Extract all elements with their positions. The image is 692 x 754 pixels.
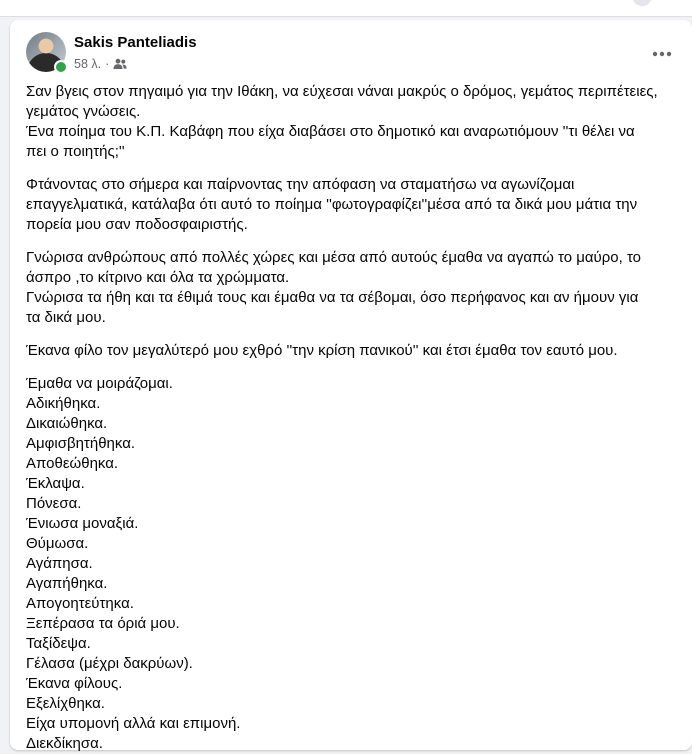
text-line: άσπρο ,το κίτρινο και όλα τα χρώμματα. — [26, 269, 290, 286]
paragraph — [26, 175, 676, 235]
post-meta — [74, 56, 127, 72]
list-item: Δικαιώθηκα. — [26, 415, 108, 432]
list-item: Έκλαψα. — [26, 475, 85, 492]
list-item: Αγάπησα. — [26, 555, 93, 572]
text-line: Φτάνοντας στο σήμερα και παίρνοντας την απόφαση να σταματήσω να αγωνίζομαι — [26, 176, 575, 193]
previous-post-edge — [0, 0, 692, 17]
paragraph — [26, 248, 676, 328]
previous-post-button-edge — [632, 0, 652, 6]
text-line: πορεία μου σαν ποδοσφαιριστής. — [26, 216, 248, 233]
meta-separator: · — [105, 57, 110, 71]
text-line: γεμάτος γνώσεις. — [26, 103, 141, 120]
post-time[interactable]: 58 λ. — [74, 57, 102, 71]
list-item: Είχα υπομονή αλλά και επιμονή. — [26, 715, 241, 732]
list-item: Εξελίχθηκα. — [26, 695, 105, 712]
text-line: Σαν βγεις στον πηγαιμό για την Ιθάκη, να εύχεσαι νάναι μακρύς ο δρόμος, γεμάτος περιπέτειες, — [26, 83, 658, 100]
author-name[interactable]: Sakis Panteliadis — [74, 34, 197, 51]
text-line: Ένα ποίημα του Κ.Π. Καβάφη που είχα διαβάσει στο δημοτικό και αναρωτιόμουν ''τι θέλει να — [26, 123, 635, 140]
text-line: πει ο ποιητής;'' — [26, 143, 125, 160]
list-item: Γέλασα (μέχρι δακρύων). — [26, 655, 193, 672]
list-item: Διεκδίκησα. — [26, 735, 103, 752]
list-item: Απογοητεύτηκα. — [26, 595, 134, 612]
text-line: Έκανα φίλο τον μεγαλύτερό μου εχθρό ''την κρίση πανικού'' και έτσι έμαθα τον εαυτό μου. — [26, 342, 618, 359]
post-card — [10, 20, 692, 750]
more-horizontal-icon — [652, 51, 672, 57]
online-status-icon — [54, 60, 68, 74]
paragraph — [26, 82, 676, 162]
more-options-button[interactable] — [644, 36, 680, 72]
list-item: Αδικήθηκα. — [26, 395, 101, 412]
text-line: επαγγελματικά, κατάλαβα ότι αυτό το ποίημα ''φωτογραφίζει''μέσα από τα δικά μου μάτια την — [26, 196, 638, 213]
list-item: Ξεπέρασα τα όριά μου. — [26, 615, 180, 632]
text-line: Γνώρισα τα ήθη και τα έθιμά τους και έμαθα να τα σέβομαι, όσο περήφανος και αν ήμουν για — [26, 289, 639, 306]
list-item: Αγαπήθηκα. — [26, 575, 108, 592]
list-item: Αποθεώθηκα. — [26, 455, 119, 472]
list-item: Αμφισβητήθηκα. — [26, 435, 136, 452]
paragraph — [26, 341, 676, 361]
friends-icon[interactable] — [113, 58, 127, 70]
list-item: Έκανα φίλους. — [26, 675, 123, 692]
text-line: τα δικά μου. — [26, 309, 106, 326]
post-text — [26, 82, 676, 754]
post-header — [26, 32, 692, 76]
text-line: Γνώρισα ανθρώπους από πολλές χώρες και μέσα από αυτούς έμαθα να αγαπώ το μαύρο, το — [26, 249, 642, 266]
list-item: Έμαθα να μοιράζομαι. — [26, 375, 173, 392]
list-item: Ένιωσα μοναξιά. — [26, 515, 139, 532]
list-item: Ταξίδεψα. — [26, 635, 91, 652]
list-item: Θύμωσα. — [26, 535, 89, 552]
list-item: Πόνεσα. — [26, 495, 82, 512]
list-block — [26, 374, 676, 754]
